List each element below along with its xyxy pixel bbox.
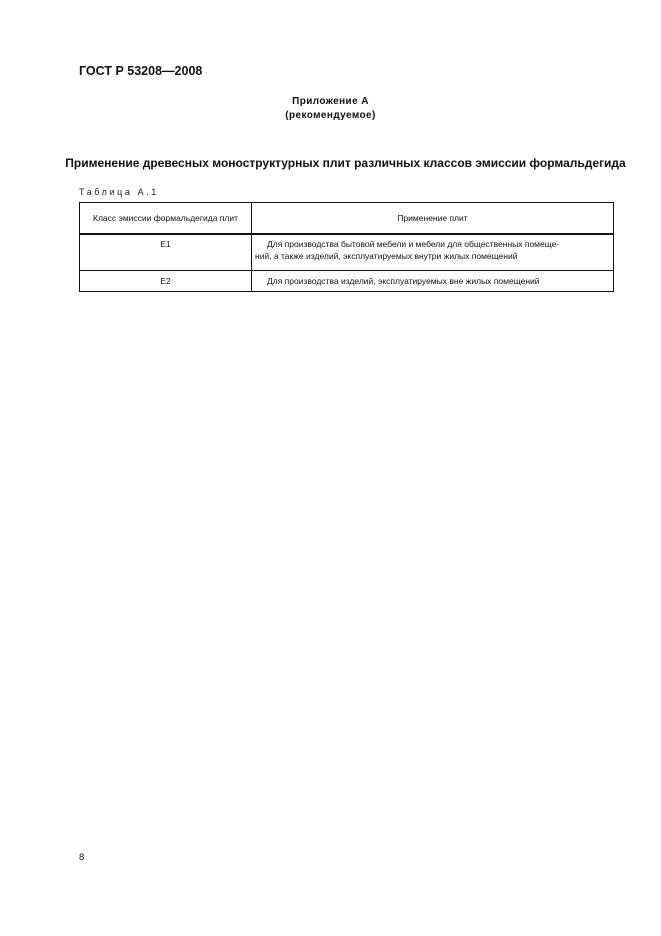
annex-title: Приложение А	[292, 96, 369, 107]
cell-application	[252, 234, 614, 271]
cell-class: Е2	[80, 271, 252, 292]
emission-class-table	[79, 202, 614, 292]
cell-class: Е1	[80, 234, 252, 271]
application-text-line2: ний, а также изделий, эксплуатируемых внутри жилых помещений	[255, 251, 518, 261]
document-code: ГОСТ Р 53208—2008	[79, 64, 203, 78]
cell-application	[252, 271, 614, 292]
application-text-line1: Для производства изделий, эксплуатируемых вне жилых помещений	[267, 276, 540, 286]
table-header-row	[80, 203, 614, 235]
page-number: 8	[79, 852, 85, 863]
table-row	[80, 234, 614, 271]
section-title: Применение древесных моноструктурных плит различных классов эмиссии формальдегида	[65, 156, 626, 170]
column-header-class: Класс эмиссии формальдегида плит	[80, 203, 252, 235]
table-caption: Таблица А.1	[79, 187, 159, 197]
annex-status: (рекомендуемое)	[285, 110, 376, 121]
application-text-line1: Для производства бытовой мебели и мебели для общественных помеще-	[267, 239, 560, 249]
table-row	[80, 271, 614, 292]
column-header-application: Применение плит	[252, 203, 614, 235]
